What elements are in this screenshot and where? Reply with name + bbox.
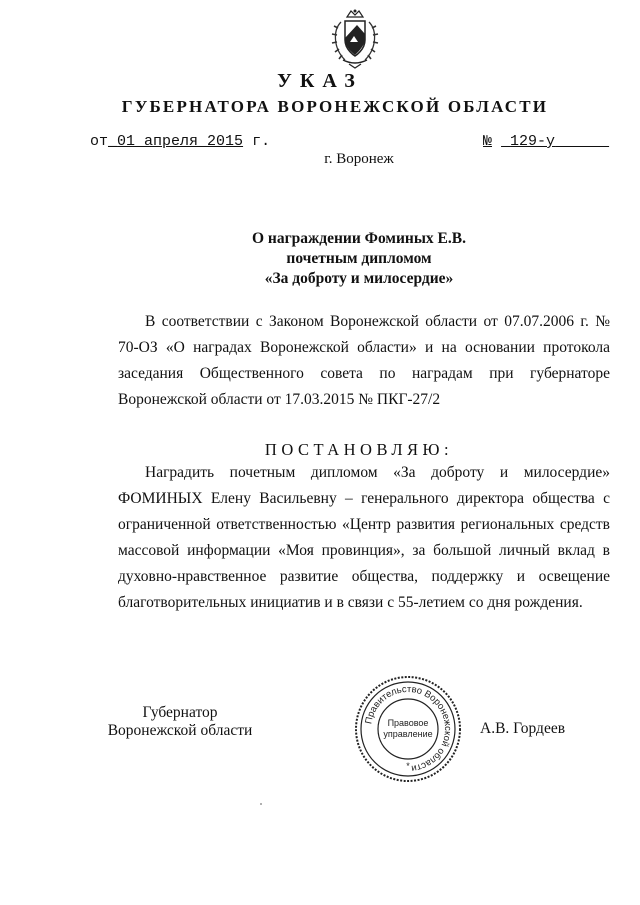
stamp-center-line-2: управление	[383, 729, 433, 739]
signatory-position-line-1: Губернатор	[142, 704, 218, 721]
date-value-text: 01 апреля 2015	[117, 133, 244, 150]
number-value	[501, 133, 609, 150]
subject-line-1: О награждении Фоминых Е.В.	[252, 230, 466, 247]
date-value: _01 апреля 2015	[108, 133, 244, 150]
document-subject	[0, 229, 640, 289]
decree-word: ПОСТАНОВЛЯЮ:	[264, 440, 454, 459]
stamp-ring-text-path: Правительство Воронежской области	[363, 683, 454, 774]
scan-speck	[260, 803, 262, 805]
preamble-paragraph: В соответствии с Законом Воронежской области от 07.07.2006 г. № 70-ОЗ «О наградах Воронежской области» и на основании протокола заседания Общественного совета по наградам при губернаторе Воронежской области от 17.03.2015 № ПКГ-27/2	[118, 313, 610, 408]
document-number	[483, 133, 609, 150]
stamp-center-line-1: Правовое	[387, 718, 429, 728]
subject-line-3: «За доброту и милосердие»	[264, 270, 454, 287]
document-city: г. Воронеж	[324, 151, 394, 167]
award-paragraph: Наградить почетным дипломом «За доброту и милосердие» ФОМИНЫХ Елену Васильевну – генерального директора общества с ограниченной ответственностью «Центр развития региональных средств массовой информации «Моя провинция», за большой личный вклад в духовно-нравственное развитие общества, поддержку и освещение благотворительных инициатив и в связи с 55-летием со дня рождения.	[118, 464, 610, 611]
official-stamp	[352, 673, 464, 785]
number-value-text: 129-у	[510, 133, 556, 150]
document-issuer: ГУБЕРНАТОРА ВОРОНЕЖСКОЙ ОБЛАСТИ	[121, 97, 549, 116]
document-date	[90, 133, 270, 150]
number-prefix: №	[483, 133, 493, 150]
signatory-position	[100, 704, 260, 740]
stamp-star-icon: *	[406, 761, 410, 771]
subject-line-2: почетным дипломом	[286, 250, 432, 267]
date-prefix: от	[90, 133, 109, 150]
coat-of-arms-emblem	[327, 8, 383, 70]
signatory-position-line-2: Воронежской области	[107, 722, 253, 739]
document-title: УКАЗ	[277, 70, 363, 92]
signatory-name: А.В. Гордеев	[480, 720, 566, 737]
date-suffix: г.	[252, 133, 271, 150]
